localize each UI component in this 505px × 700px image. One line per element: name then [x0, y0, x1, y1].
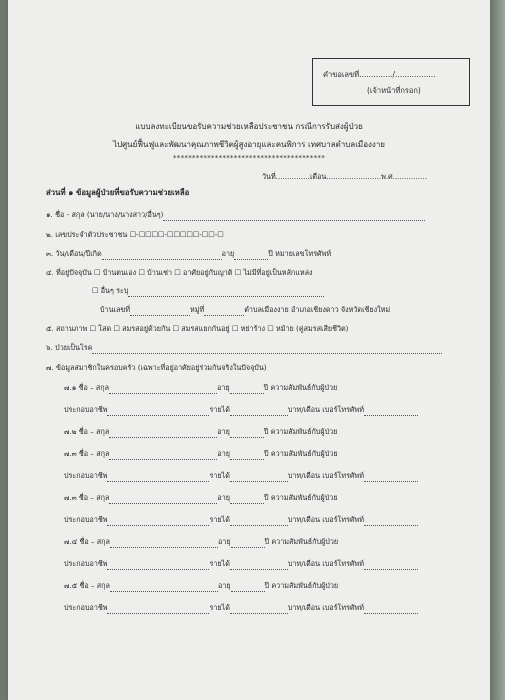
- q2-id-label: ๒. เลขประจำตัวประชาชน ☐-☐☐☐☐-☐☐☐☐☐-☐☐-☐: [46, 230, 224, 239]
- member-job-row: [64, 471, 418, 482]
- q6-blank: [92, 345, 442, 354]
- member-phone-blank: [364, 561, 418, 570]
- q1-label: ๑. ชื่อ - สกุล (นาย/นาง/นางสาว/อื่นๆ): [46, 210, 164, 219]
- member-name-blank: [110, 583, 218, 592]
- member-phone-label: บาท/เดือน เบอร์โทรศัพท์: [287, 471, 364, 480]
- member-age-label: อายุ: [217, 537, 231, 546]
- member-age-blank: [230, 429, 264, 438]
- member-name-row: [64, 427, 337, 438]
- q4-address-options: ๔. ที่อยู่ปัจจุบัน ☐ บ้านตนเอง ☐ บ้านเช่า ☐ อาศัยอยู่กับญาติ ☐ ไม่มีที่อยู่เป็นหลักแหล่ง: [46, 268, 313, 277]
- q4-location-label: ตำบลเมืองงาย อำเภอเชียงดาว จังหวัดเชียงใหม่: [244, 305, 391, 314]
- member-income-label: รายได้: [209, 515, 230, 524]
- member-relation-label: ปี ความสัมพันธ์กับผู้ป่วย: [264, 449, 338, 458]
- member-name-row: [64, 383, 337, 394]
- member-name-label: ชื่อ – สกุล: [78, 383, 110, 392]
- title-divider: ****************************************: [173, 154, 325, 162]
- member-occupation-blank: [107, 517, 209, 526]
- member-age-blank: [230, 451, 264, 460]
- member-age-blank: [231, 539, 265, 548]
- member-relation-label: ปี ความสัมพันธ์กับผู้ป่วย: [263, 427, 338, 436]
- member-name-label: ชื่อ – สกุล: [78, 493, 110, 502]
- member-income-blank: [230, 605, 288, 614]
- member-number: ๗.๓: [64, 493, 77, 502]
- member-name-blank: [110, 539, 218, 548]
- q4-house-label: บ้านเลขที่: [100, 305, 131, 314]
- member-name-row: [64, 581, 338, 592]
- member-phone-label: บาท/เดือน เบอร์โทรศัพท์: [287, 603, 364, 612]
- member-income-label: รายได้: [209, 559, 230, 568]
- staff-note: (เจ้าหน้าที่กรอก): [367, 86, 421, 95]
- member-name-label: ชื่อ – สกุล: [79, 581, 110, 590]
- member-income-label: รายได้: [209, 471, 230, 480]
- member-phone-label: บาท/เดือน เบอร์โทรศัพท์: [287, 559, 364, 568]
- background-edge: [490, 0, 505, 700]
- member-age-label: อายุ: [217, 493, 230, 502]
- q3-age-label: อายุ: [221, 249, 235, 258]
- member-occupation-blank: [107, 407, 209, 416]
- member-age-label: อายุ: [217, 581, 231, 590]
- form-title-line2: ไปศูนย์ฟื้นฟูและพัฒนาคุณภาพชีวิตผู้สูงอายุและคนพิการ เทศบาลตำบลเมืองงาย: [113, 140, 385, 149]
- member-occupation-label: ประกอบอาชีพ: [64, 559, 108, 568]
- q3-age-blank: [234, 251, 268, 260]
- staff-use-box: [312, 58, 470, 106]
- section1-heading: ส่วนที่ ๑ ข้อมูลผู้ป่วยที่ขอรับความช่วยเหลือ: [46, 188, 190, 197]
- member-age-blank: [231, 583, 265, 592]
- q6-row: [46, 343, 442, 354]
- member-phone-blank: [364, 407, 418, 416]
- q3-tel-label: ปี หมายเลขโทรศัพท์: [268, 249, 332, 258]
- member-number: ๗.๒: [64, 427, 77, 436]
- member-occupation-blank: [107, 605, 209, 614]
- q7-heading: ๗. ข้อมูลสมาชิกในครอบครัว (เฉพาะที่อยู่อาศัยอยู่ร่วมกันจริงในปัจจุบัน): [46, 363, 267, 372]
- form-title-line1: แบบลงทะเบียนขอรับความช่วยเหลือประชาชน กรณีการรับส่งผู้ป่วย: [135, 122, 363, 131]
- member-relation-label: ปี ความสัมพันธ์กับผู้ป่วย: [264, 537, 339, 546]
- member-income-blank: [230, 517, 288, 526]
- member-income-label: รายได้: [209, 603, 230, 612]
- member-number: ๗.๕: [64, 581, 78, 590]
- member-name-label: ชื่อ – สกุล: [78, 427, 110, 436]
- q4-other-row: [92, 286, 324, 297]
- member-name-label: ชื่อ – สกุล: [79, 537, 110, 546]
- member-occupation-label: ประกอบอาชีพ: [64, 515, 108, 524]
- member-age-blank: [230, 495, 264, 504]
- member-number: ๗.๓: [64, 449, 77, 458]
- q6-label: ๖. ป่วยเป็นโรค: [46, 343, 93, 352]
- member-number: ๗.๔: [64, 537, 78, 546]
- q4-house-row: [100, 305, 390, 316]
- member-occupation-label: ประกอบอาชีพ: [64, 471, 108, 480]
- member-name-blank: [109, 429, 217, 438]
- member-occupation-label: ประกอบอาชีพ: [64, 603, 108, 612]
- q4-other-label: ☐ อื่นๆ ระบุ: [92, 286, 129, 295]
- member-age-label: อายุ: [217, 449, 230, 458]
- member-occupation-label: ประกอบอาชีพ: [64, 405, 108, 414]
- member-age-label: อายุ: [217, 383, 230, 392]
- member-relation-label: ปี ความสัมพันธ์กับผู้ป่วย: [264, 493, 338, 502]
- q4-other-blank: [128, 288, 324, 297]
- member-job-row: [64, 515, 418, 526]
- q4-moo-blank: [204, 307, 244, 316]
- member-name-blank: [109, 451, 217, 460]
- q4-moo-label: หมู่ที่: [190, 305, 205, 314]
- member-name-label: ชื่อ – สกุล: [78, 449, 110, 458]
- member-job-row: [64, 603, 418, 614]
- member-relation-label: ปี ความสัมพันธ์กับผู้ป่วย: [264, 581, 339, 590]
- form-page: [8, 0, 490, 700]
- member-job-row: [64, 405, 418, 416]
- member-name-row: [64, 537, 338, 548]
- q1-blank: [163, 212, 425, 221]
- member-name-row: [64, 493, 338, 504]
- member-income-label: รายได้: [209, 405, 230, 414]
- member-phone-blank: [364, 605, 418, 614]
- member-income-blank: [230, 407, 288, 416]
- member-occupation-blank: [107, 473, 209, 482]
- member-age-label: อายุ: [217, 427, 230, 436]
- q1-name-row: [46, 210, 425, 221]
- member-age-blank: [230, 385, 264, 394]
- member-phone-blank: [364, 473, 418, 482]
- member-phone-blank: [364, 517, 418, 526]
- member-relation-label: ปี ความสัมพันธ์กับผู้ป่วย: [263, 383, 338, 392]
- q3-dob-label: ๓. วัน/เดือน/ปีเกิด: [46, 249, 102, 258]
- q3-dob-blank: [102, 251, 222, 260]
- q4-house-blank: [130, 307, 190, 316]
- date-line: วันที่...............เดือน........................พ.ศ...............: [262, 172, 428, 181]
- member-job-row: [64, 559, 418, 570]
- member-name-row: [64, 449, 338, 460]
- member-phone-label: บาท/เดือน เบอร์โทรศัพท์: [287, 405, 364, 414]
- request-number-field: คำขอเลขที่............../.................: [323, 70, 436, 79]
- member-name-blank: [109, 495, 217, 504]
- member-name-blank: [109, 385, 217, 394]
- member-occupation-blank: [107, 561, 209, 570]
- member-phone-label: บาท/เดือน เบอร์โทรศัพท์: [287, 515, 364, 524]
- member-number: ๗.๑: [64, 383, 77, 392]
- q5-marital-status: ๕. สถานภาพ ☐ โสด ☐ สมรสอยู่ด้วยกัน ☐ สมรสแยกกันอยู่ ☐ หย่าร้าง ☐ หม้าย (คู่สมรสเสียชีวิต): [46, 324, 349, 333]
- member-income-blank: [230, 561, 288, 570]
- member-income-blank: [230, 473, 288, 482]
- q3-row: [46, 249, 331, 260]
